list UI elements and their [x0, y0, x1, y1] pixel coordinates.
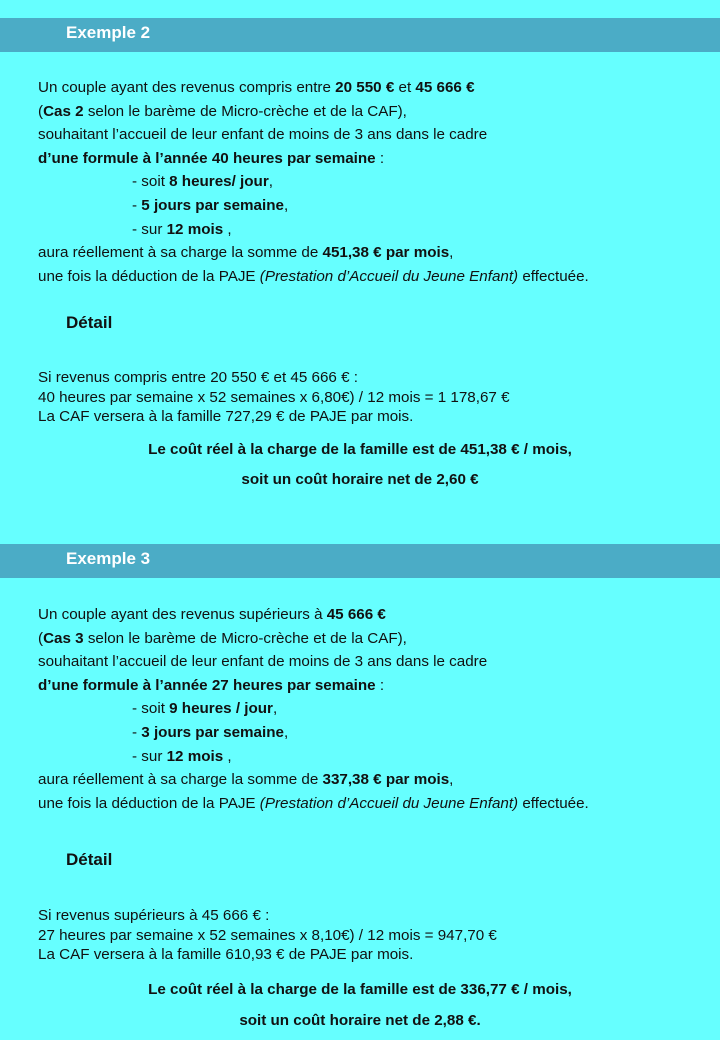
- text-run: (: [38, 102, 44, 120]
- detail-calculation: [38, 906, 708, 965]
- text-run: ,: [223, 747, 232, 765]
- bold-text: d’une formule à l’année 27 heures par semaine: [38, 676, 376, 694]
- description-line: [38, 170, 708, 194]
- text-run: ,: [283, 196, 289, 214]
- text-run: :: [375, 676, 385, 694]
- detail-calculation: [38, 368, 708, 427]
- text-run: - soit: [132, 173, 170, 191]
- bold-text: d’une formule à l’année 40 heures par semaine: [38, 149, 376, 167]
- description-line: [38, 100, 708, 124]
- text-run: et: [394, 79, 416, 96]
- detail-line: 27 heures par semaine x 52 semaines x 8,10€) / 12 mois = 947,70 €: [38, 926, 497, 944]
- text-run: souhaitant l’accueil de leur enfant de moins de 3 ans dans le cadre: [38, 126, 488, 144]
- description-line: [38, 650, 708, 674]
- text-run: - sur: [132, 747, 167, 765]
- detail-line: La CAF versera à la famille 610,93 € de PAJE par mois.: [38, 946, 414, 963]
- text-run: - sur: [132, 220, 167, 238]
- bold-text: Cas 2: [43, 102, 84, 120]
- text-run: - soit: [132, 700, 170, 718]
- text-run: ,: [449, 771, 454, 789]
- detail-title: Détail: [66, 313, 113, 332]
- example-description: [38, 603, 708, 815]
- description-line: [38, 123, 708, 147]
- description-line: [38, 603, 708, 627]
- example-title: Exemple 2: [66, 23, 151, 42]
- italic-text: (Prestation d’Accueil du Jeune Enfant): [259, 267, 519, 285]
- description-line: [38, 792, 708, 816]
- example-header-band: [0, 544, 720, 578]
- example-description: [38, 76, 708, 288]
- text-run: Un couple ayant des revenus compris entre: [38, 79, 336, 96]
- detail-title: Détail: [66, 850, 113, 869]
- detail-line: Si revenus supérieurs à 45 666 € :: [38, 907, 270, 924]
- bold-text: 45 666 €: [326, 606, 386, 623]
- text-run: (: [38, 629, 44, 647]
- detail-line: La CAF versera à la famille 727,29 € de PAJE par mois.: [38, 408, 414, 425]
- bold-text: 3 jours par semaine: [141, 723, 284, 741]
- text-run: souhaitant l’accueil de leur enfant de moins de 3 ans dans le cadre: [38, 653, 488, 671]
- bold-text: 45 666 €: [415, 79, 475, 96]
- text-run: Un couple ayant des revenus supérieurs à: [38, 606, 327, 623]
- description-line: [38, 745, 708, 769]
- text-run: selon le barème de Micro-crèche et de la CAF),: [83, 102, 407, 120]
- example-title: Exemple 3: [66, 549, 151, 568]
- conclusion-cost: Le coût réel à la charge de la famille est de 336,77 € / mois,: [148, 981, 572, 998]
- conclusion-hourly: soit un coût horaire net de 2,88 €.: [239, 1012, 481, 1029]
- description-line: [38, 697, 708, 721]
- text-run: ,: [223, 220, 232, 238]
- text-run: -: [132, 723, 142, 741]
- description-line: [38, 768, 708, 792]
- conclusion-cost: Le coût réel à la charge de la famille est de 451,38 € / mois,: [148, 441, 572, 458]
- italic-text: (Prestation d’Accueil du Jeune Enfant): [259, 794, 519, 812]
- text-run: aura réellement à sa charge la somme de: [38, 244, 323, 262]
- description-line: [38, 241, 708, 265]
- text-run: :: [375, 149, 385, 167]
- bold-text: 5 jours par semaine: [141, 196, 284, 214]
- bold-text: 12 mois: [166, 747, 224, 765]
- bold-text: Cas 3: [43, 629, 84, 647]
- description-line: [38, 674, 708, 698]
- text-run: -: [132, 196, 142, 214]
- text-run: effectuée.: [518, 794, 589, 812]
- text-run: une fois la déduction de la PAJE: [38, 794, 260, 812]
- description-line: [38, 265, 708, 289]
- text-run: aura réellement à sa charge la somme de: [38, 771, 323, 789]
- text-run: effectuée.: [518, 267, 589, 285]
- text-run: ,: [283, 723, 289, 741]
- detail-line: 40 heures par semaine x 52 semaines x 6,80€) / 12 mois = 1 178,67 €: [38, 388, 510, 406]
- description-line: [38, 627, 708, 651]
- bold-text: 9 heures / jour: [169, 700, 273, 718]
- text-run: selon le barème de Micro-crèche et de la CAF),: [83, 629, 407, 647]
- example-header-band: [0, 18, 720, 52]
- description-line: [38, 721, 708, 745]
- text-run: ,: [268, 173, 273, 191]
- conclusion-hourly: soit un coût horaire net de 2,60 €: [241, 471, 479, 488]
- text-run: ,: [449, 244, 454, 262]
- description-line: [38, 76, 708, 100]
- description-line: [38, 194, 708, 218]
- bold-text: 451,38 € par mois: [322, 244, 450, 262]
- bold-text: 8 heures/ jour: [169, 173, 269, 191]
- text-run: une fois la déduction de la PAJE: [38, 267, 260, 285]
- detail-line: Si revenus compris entre 20 550 € et 45 666 € :: [38, 369, 358, 386]
- bold-text: 12 mois: [166, 220, 224, 238]
- bold-text: 337,38 € par mois: [322, 771, 450, 789]
- description-line: [38, 218, 708, 242]
- description-line: [38, 147, 708, 171]
- text-run: ,: [272, 700, 278, 718]
- bold-text: 20 550 €: [335, 79, 395, 96]
